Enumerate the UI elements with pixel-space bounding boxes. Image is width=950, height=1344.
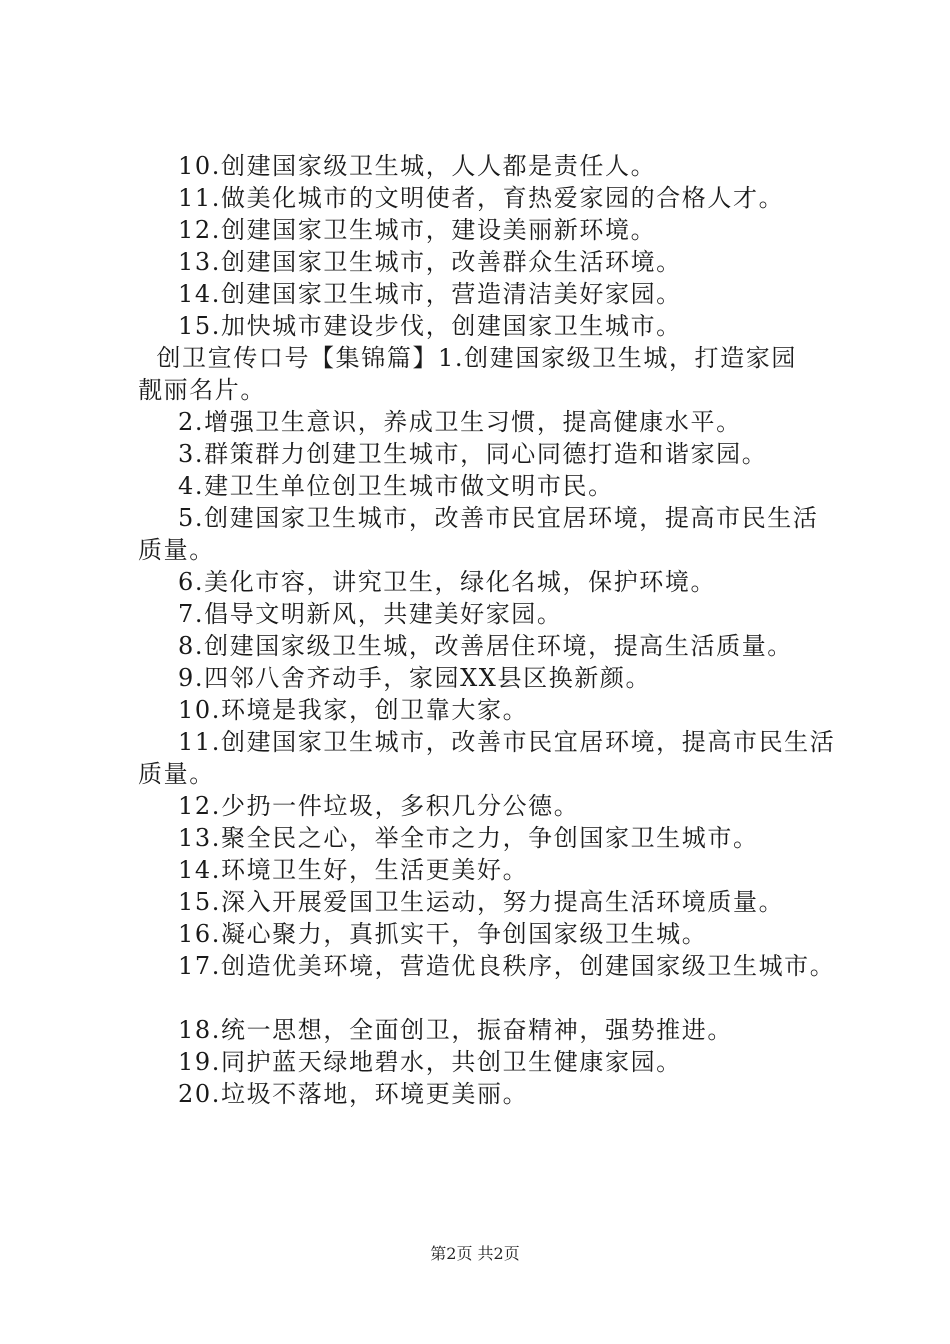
text-line bbox=[138, 982, 838, 1014]
text-line: 11.做美化城市的文明使者，育热爱家园的合格人才。 bbox=[178, 184, 785, 212]
text-line: 13.聚全民之心，举全市之力，争创国家卫生城市。 bbox=[178, 824, 759, 852]
text-line: 5.创建国家卫生城市，改善市民宜居环境，提高市民生活 bbox=[178, 504, 819, 532]
page-footer: 第2页 共2页 bbox=[430, 1244, 520, 1263]
text-line: 11.创建国家卫生城市，改善市民宜居环境，提高市民生活 bbox=[178, 728, 836, 756]
text-line: 4.建卫生单位创卫生城市做文明市民。 bbox=[178, 472, 614, 500]
text-line: 16.凝心聚力，真抓实干，争创国家级卫生城。 bbox=[178, 920, 708, 948]
text-line: 19.同护蓝天绿地碧水，共创卫生健康家园。 bbox=[178, 1048, 682, 1076]
text-line: 2.增强卫生意识，养成卫生习惯，提高健康水平。 bbox=[178, 408, 742, 436]
text-line: 靓丽名片。 bbox=[138, 376, 266, 404]
text-line: 18.统一思想，全面创卫，振奋精神，强势推进。 bbox=[178, 1016, 733, 1044]
text-line: 17.创造优美环境，营造优良秩序，创建国家级卫生城市。 bbox=[178, 952, 836, 980]
text-line: 13.创建国家卫生城市，改善群众生活环境。 bbox=[178, 248, 682, 276]
text-line: 7.倡导文明新风，共建美好家园。 bbox=[178, 600, 563, 628]
text-line: 6.美化市容，讲究卫生，绿化名城，保护环境。 bbox=[178, 568, 717, 596]
document-body bbox=[138, 150, 838, 1110]
text-line: 创卫宣传口号【集锦篇】1.创建国家级卫生城，打造家园 bbox=[138, 344, 797, 372]
text-line: 8.创建国家级卫生城，改善居住环境，提高生活质量。 bbox=[178, 632, 793, 660]
text-line: 10.环境是我家，创卫靠大家。 bbox=[178, 696, 529, 724]
text-line: 10.创建国家级卫生城，人人都是责任人。 bbox=[178, 152, 657, 180]
text-line: 9.四邻八舍齐动手，家园XX县区换新颜。 bbox=[178, 664, 652, 692]
text-line: 15.深入开展爱国卫生运动，努力提高生活环境质量。 bbox=[178, 888, 785, 916]
text-line: 14.环境卫生好，生活更美好。 bbox=[178, 856, 529, 884]
text-line: 3.群策群力创建卫生城市，同心同德打造和谐家园。 bbox=[178, 440, 768, 468]
text-line: 15.加快城市建设步伐，创建国家卫生城市。 bbox=[178, 312, 682, 340]
text-line: 质量。 bbox=[138, 760, 215, 788]
text-line: 12.创建国家卫生城市，建设美丽新环境。 bbox=[178, 216, 657, 244]
text-line: 14.创建国家卫生城市，营造清洁美好家园。 bbox=[178, 280, 682, 308]
text-line: 20.垃圾不落地，环境更美丽。 bbox=[178, 1080, 529, 1108]
text-line: 12.少扔一件垃圾，多积几分公德。 bbox=[178, 792, 580, 820]
text-line: 质量。 bbox=[138, 536, 215, 564]
